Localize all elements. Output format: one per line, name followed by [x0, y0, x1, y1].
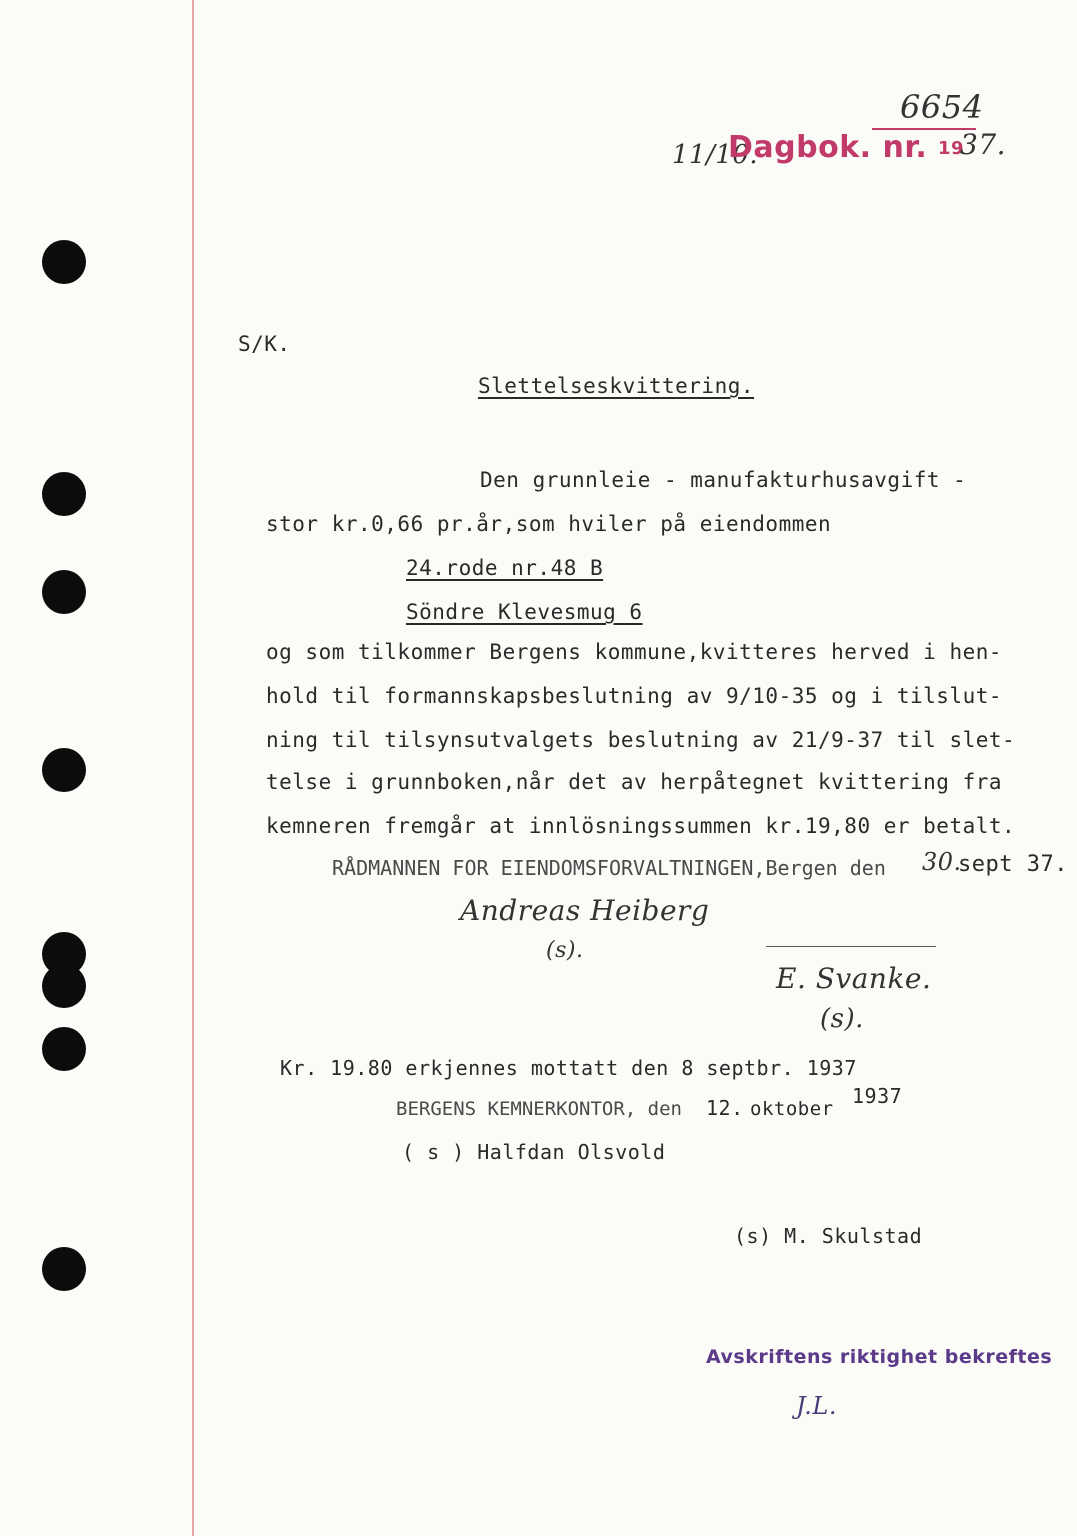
document-title: Slettelseskvittering.: [478, 374, 755, 398]
receipt-signature: ( s ) Halfdan Olsvold: [402, 1140, 666, 1164]
receipt-office: BERGENS KEMNERKONTOR, den: [396, 1098, 682, 1120]
signature-svanke-mark: (s).: [820, 1004, 864, 1034]
certification-initials: J.L.: [796, 1392, 837, 1420]
receipt-line: Kr. 19.80 erkjennes mottatt den 8 septbr. 1937: [280, 1056, 857, 1080]
punch-hole: [42, 964, 86, 1008]
receipt-signature-skulstad: (s) M. Skulstad: [734, 1224, 923, 1248]
reference-code: S/K.: [238, 332, 291, 356]
receipt-month: oktober: [750, 1098, 834, 1120]
receipt-year: 1937: [852, 1084, 903, 1108]
punch-hole: [42, 1027, 86, 1071]
punch-hole: [42, 472, 86, 516]
punch-hole: [42, 240, 86, 284]
diary-year-handwritten: 37.: [960, 128, 1007, 161]
body-line: stor kr.0,66 pr.år,som hviler på eiendommen: [266, 512, 832, 536]
punch-hole: [42, 570, 86, 614]
signature-heiberg-mark: (s).: [546, 938, 584, 963]
body-line: kemneren fremgår at innlösningssummen kr.19,80 er betalt.: [266, 814, 1016, 838]
receipt-day: 12.: [706, 1096, 744, 1120]
body-line: ning til tilsynsutvalgets beslutning av 21/9-37 til slet-: [266, 728, 1016, 752]
authority-day-handwritten: 30.: [922, 848, 962, 876]
diary-stamp-label: Dagbok. nr.: [728, 130, 928, 165]
date-handwritten: 11/10.: [672, 140, 759, 170]
diary-year-printed: 19: [938, 138, 965, 159]
property-rode: 24.rode nr.48 B: [406, 556, 604, 580]
authority-line: RÅDMANNEN FOR EIENDOMSFORVALTNINGEN,Bergen den: [332, 856, 886, 880]
authority-date-rest: sept 37.: [958, 852, 1068, 877]
signature-heiberg: Andreas Heiberg: [460, 894, 710, 927]
body-line: Den grunnleie - manufakturhusavgift -: [480, 468, 967, 492]
body-line: telse i grunnboken,når det av herpåtegnet kvittering fra: [266, 770, 1003, 794]
body-line: hold til formannskapsbeslutning av 9/10-35 og i tilslut-: [266, 684, 1003, 708]
punch-hole: [42, 1247, 86, 1291]
punch-hole: [42, 748, 86, 792]
body-line: og som tilkommer Bergens kommune,kvitteres herved i hen-: [266, 640, 1003, 664]
certification-stamp: Avskriftens riktighet bekreftes: [706, 1346, 1053, 1368]
signature-rule: [766, 946, 936, 947]
margin-rule: [192, 0, 194, 1536]
signature-svanke: E. Svanke.: [776, 962, 932, 995]
diary-number-handwritten: 6654: [900, 88, 984, 126]
property-address: Söndre Klevesmug 6: [406, 600, 643, 624]
